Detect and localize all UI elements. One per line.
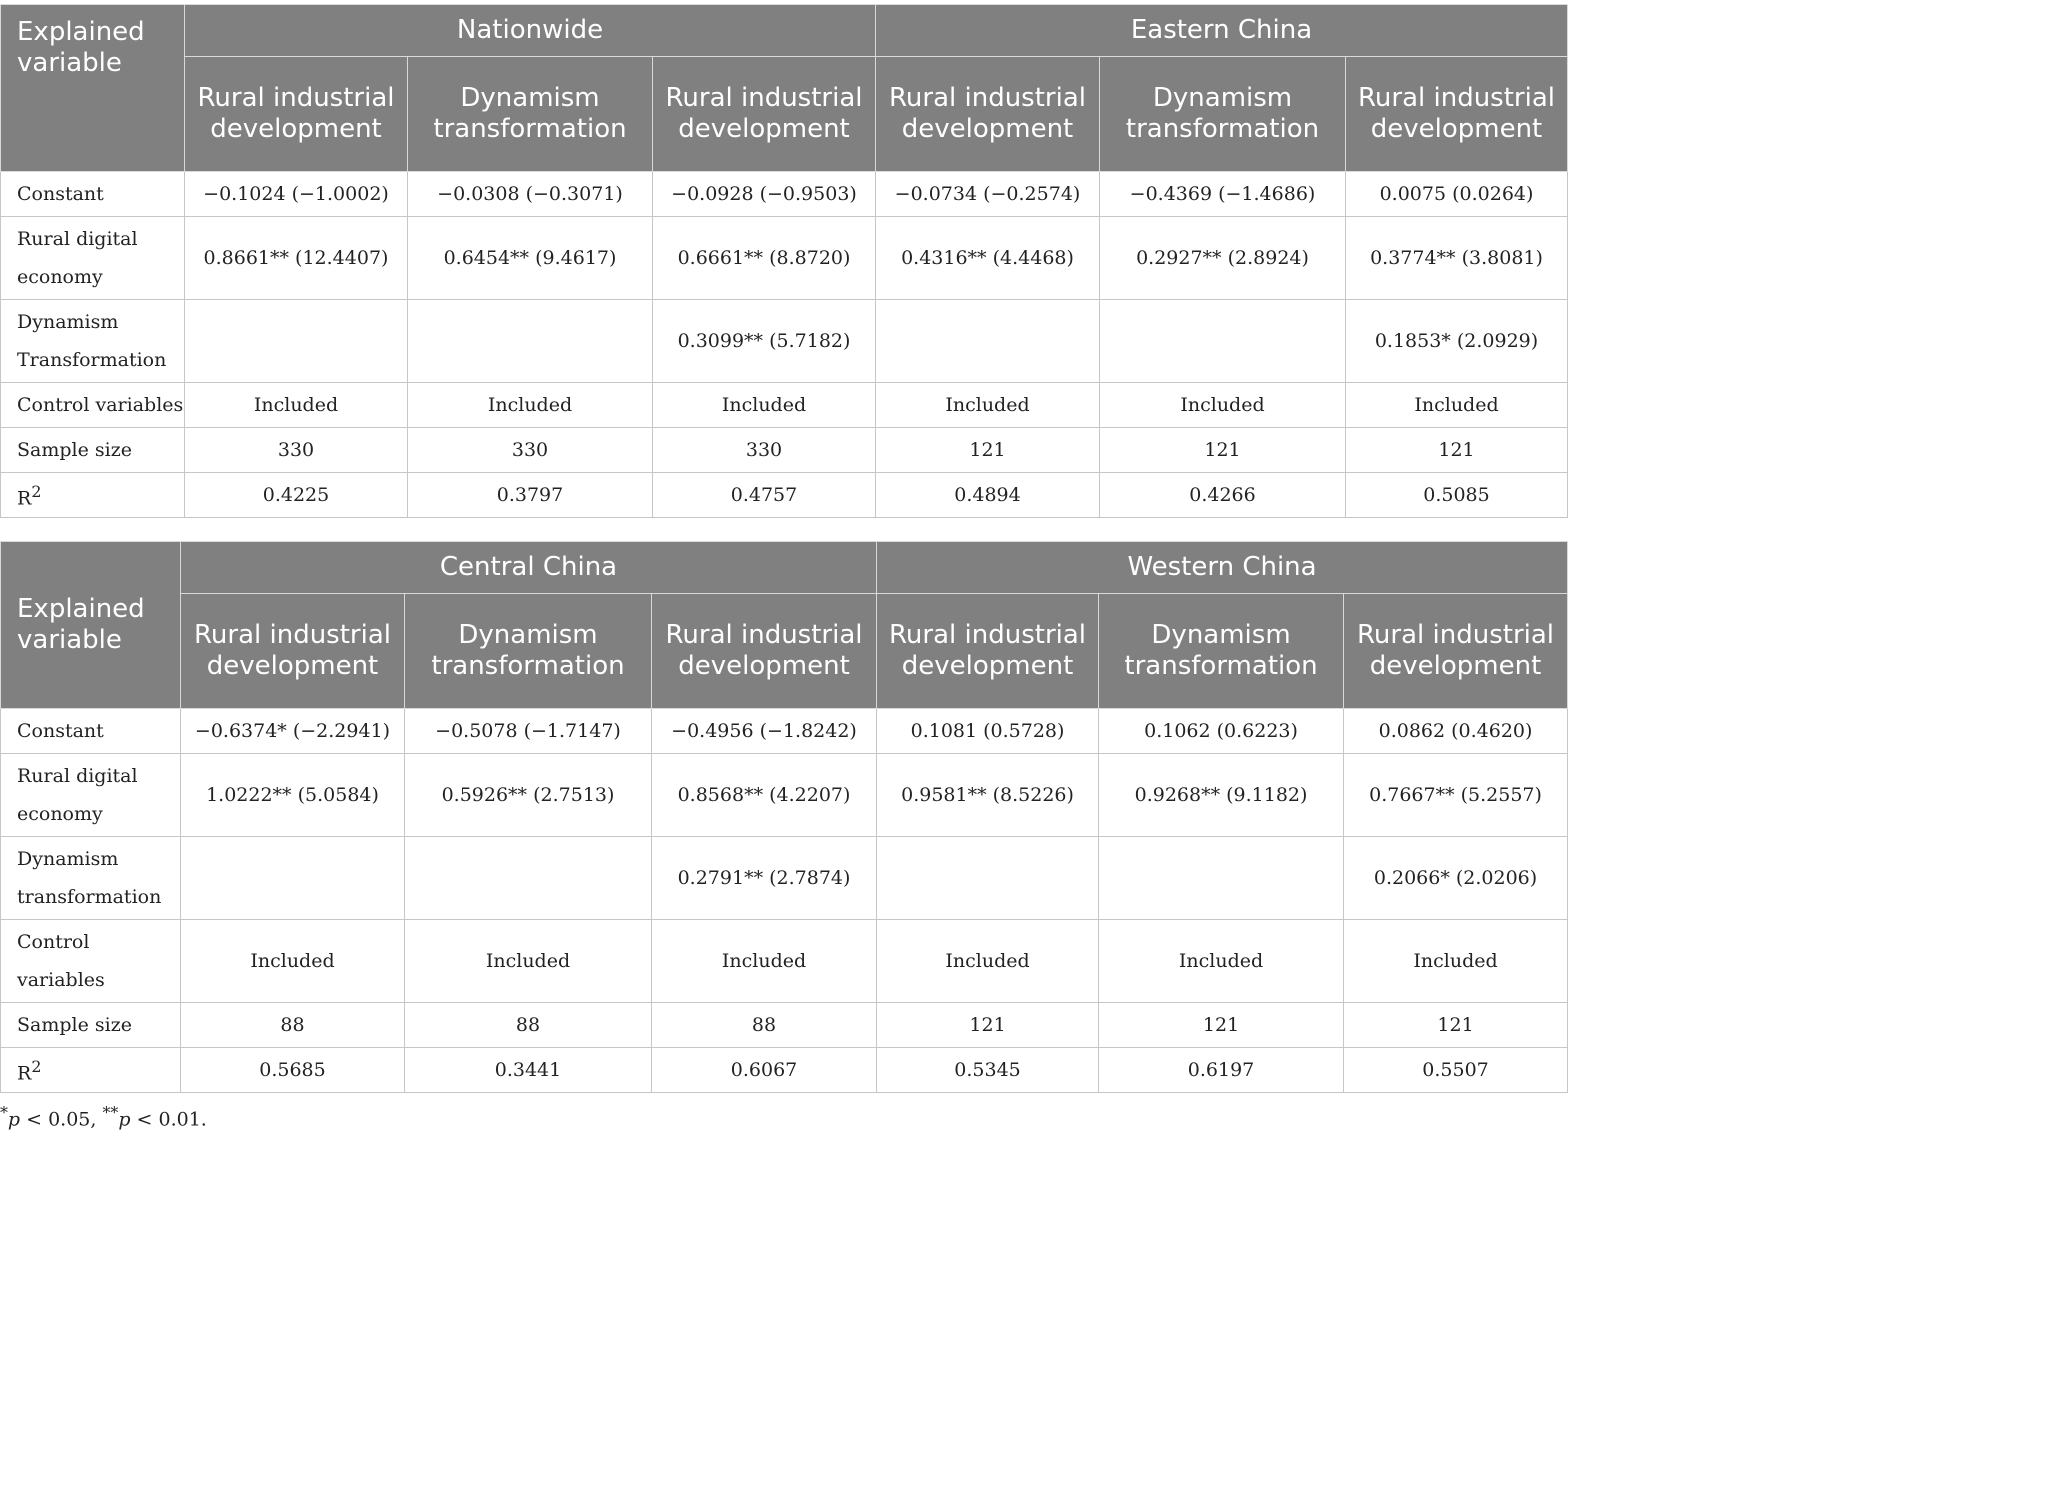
group-header: Nationwide — [185, 5, 876, 57]
row-label-r-squared — [1, 473, 185, 518]
table-cell: Included — [185, 383, 408, 428]
group-header: Eastern China — [876, 5, 1568, 57]
table-cell: 0.8568** (4.2207) — [652, 754, 877, 837]
table-cell: Included — [652, 920, 877, 1003]
table-cell — [185, 300, 408, 383]
table-cell: −0.0308 (−0.3071) — [408, 172, 653, 217]
table-cell — [876, 300, 1100, 383]
row-label: Sample size — [1, 1003, 181, 1048]
table-cell: 0.4757 — [653, 473, 876, 518]
column-header: Dynamism transformation — [1099, 594, 1344, 709]
footnote-star-double: ** — [102, 1103, 119, 1122]
row-label: Control variables — [1, 920, 181, 1003]
table-cell: 0.5926** (2.7513) — [405, 754, 652, 837]
table-cell: Included — [876, 383, 1100, 428]
row-label: Dynamism transformation — [1, 837, 181, 920]
table-cell: 0.1062 (0.6223) — [1099, 709, 1344, 754]
table-cell — [1099, 837, 1344, 920]
table-cell: −0.0734 (−0.2574) — [876, 172, 1100, 217]
table-cell — [405, 837, 652, 920]
table-cell: 0.5085 — [1346, 473, 1568, 518]
table-cell: −0.6374* (−2.2941) — [181, 709, 405, 754]
table-cell: 0.4316** (4.4468) — [876, 217, 1100, 300]
table-cell: 330 — [185, 428, 408, 473]
table-cell: Included — [1346, 383, 1568, 428]
column-header: Rural industrial development — [653, 57, 876, 172]
row-label: Rural digital economy — [1, 754, 181, 837]
significance-footnote — [0, 1103, 207, 1130]
table-cell: 0.3774** (3.8081) — [1346, 217, 1568, 300]
column-header: Rural industrial development — [185, 57, 408, 172]
column-header: Rural industrial development — [1346, 57, 1568, 172]
table-cell: −0.0928 (−0.9503) — [653, 172, 876, 217]
table-cell: −0.1024 (−1.0002) — [185, 172, 408, 217]
row-header: Explained variable — [1, 542, 181, 709]
row-label: Sample size — [1, 428, 185, 473]
column-header: Rural industrial development — [181, 594, 405, 709]
r-squared-letter: R — [17, 1062, 32, 1085]
footnote-threshold: < 0.01. — [130, 1108, 207, 1131]
table-cell: Included — [408, 383, 653, 428]
table-cell: 121 — [1346, 428, 1568, 473]
table-row — [1, 754, 1568, 837]
table-cell: 0.3441 — [405, 1048, 652, 1093]
table-row — [1, 428, 1568, 473]
table-cell: Included — [877, 920, 1099, 1003]
table-row — [1, 837, 1568, 920]
table-cell: 0.5685 — [181, 1048, 405, 1093]
table-cell: 121 — [877, 1003, 1099, 1048]
table-cell: Included — [1344, 920, 1568, 1003]
table-cell: 88 — [652, 1003, 877, 1048]
table-cell: 0.3797 — [408, 473, 653, 518]
table-cell: 0.1853* (2.0929) — [1346, 300, 1568, 383]
column-header: Dynamism transformation — [405, 594, 652, 709]
table-cell: 121 — [1099, 1003, 1344, 1048]
table-cell — [181, 837, 405, 920]
table-cell: 0.6067 — [652, 1048, 877, 1093]
column-header: Dynamism transformation — [1100, 57, 1346, 172]
table-row — [1, 709, 1568, 754]
column-header: Rural industrial development — [1344, 594, 1568, 709]
table-cell: 0.0075 (0.0264) — [1346, 172, 1568, 217]
table-cell: −0.4369 (−1.4686) — [1100, 172, 1346, 217]
table-row — [1, 300, 1568, 383]
table-row — [1, 473, 1568, 518]
table-cell: 0.1081 (0.5728) — [877, 709, 1099, 754]
table-cell: 0.4266 — [1100, 473, 1346, 518]
row-label: Control variables — [1, 383, 185, 428]
table-cell: 0.4225 — [185, 473, 408, 518]
column-header: Rural industrial development — [877, 594, 1099, 709]
table-cell: 0.6661** (8.8720) — [653, 217, 876, 300]
table-cell: 0.7667** (5.2557) — [1344, 754, 1568, 837]
table-cell: 0.6197 — [1099, 1048, 1344, 1093]
row-label: Constant — [1, 172, 185, 217]
table-cell: 0.2791** (2.7874) — [652, 837, 877, 920]
footnote-p-symbol: p — [118, 1108, 131, 1131]
column-header: Rural industrial development — [652, 594, 877, 709]
table-cell: 88 — [181, 1003, 405, 1048]
table-cell: 0.9581** (8.5226) — [877, 754, 1099, 837]
table-cell: 0.6454** (9.4617) — [408, 217, 653, 300]
table-row — [1, 1048, 1568, 1093]
table-cell: Included — [181, 920, 405, 1003]
table-cell: Included — [405, 920, 652, 1003]
table-row — [1, 172, 1568, 217]
r-squared-letter: R — [17, 487, 32, 510]
group-header: Central China — [181, 542, 877, 594]
table-row — [1, 217, 1568, 300]
footnote-star-single: * — [0, 1103, 8, 1122]
table-cell: 0.5507 — [1344, 1048, 1568, 1093]
group-header: Western China — [877, 542, 1568, 594]
regression-table-nationwide-eastern — [0, 4, 1568, 518]
table-cell: 0.5345 — [877, 1048, 1099, 1093]
table-cell — [408, 300, 653, 383]
table-cell: 121 — [1344, 1003, 1568, 1048]
table-cell: 1.0222** (5.0584) — [181, 754, 405, 837]
row-label: Dynamism Transformation — [1, 300, 185, 383]
table-cell: 121 — [1100, 428, 1346, 473]
regression-table-central-western — [0, 541, 1568, 1093]
table-cell: Included — [1100, 383, 1346, 428]
footnote-p-symbol: p — [7, 1108, 21, 1131]
column-header: Dynamism transformation — [408, 57, 653, 172]
row-label: Rural digital economy — [1, 217, 185, 300]
table-cell: 0.4894 — [876, 473, 1100, 518]
table-cell: Included — [1099, 920, 1344, 1003]
table-cell: 330 — [653, 428, 876, 473]
table-cell: −0.4956 (−1.8242) — [652, 709, 877, 754]
table-cell: 0.3099** (5.7182) — [653, 300, 876, 383]
table-cell: 88 — [405, 1003, 652, 1048]
table-cell: 330 — [408, 428, 653, 473]
table-cell: −0.5078 (−1.7147) — [405, 709, 652, 754]
table-cell: 0.2066* (2.0206) — [1344, 837, 1568, 920]
table-cell: 0.2927** (2.8924) — [1100, 217, 1346, 300]
r-squared-exponent: 2 — [31, 1057, 42, 1076]
footnote-threshold: < 0.05, — [20, 1108, 103, 1131]
table-row — [1, 1003, 1568, 1048]
table-cell: 121 — [876, 428, 1100, 473]
table-row — [1, 920, 1568, 1003]
row-label-r-squared — [1, 1048, 181, 1093]
table-row — [1, 383, 1568, 428]
table-cell: 0.0862 (0.4620) — [1344, 709, 1568, 754]
row-header: Explained variable — [1, 5, 185, 172]
table-cell: 0.9268** (9.1182) — [1099, 754, 1344, 837]
column-header: Rural industrial development — [876, 57, 1100, 172]
row-label: Constant — [1, 709, 181, 754]
table-cell — [877, 837, 1099, 920]
table-cell: 0.8661** (12.4407) — [185, 217, 408, 300]
r-squared-exponent: 2 — [31, 482, 42, 501]
table-cell — [1100, 300, 1346, 383]
table-cell: Included — [653, 383, 876, 428]
